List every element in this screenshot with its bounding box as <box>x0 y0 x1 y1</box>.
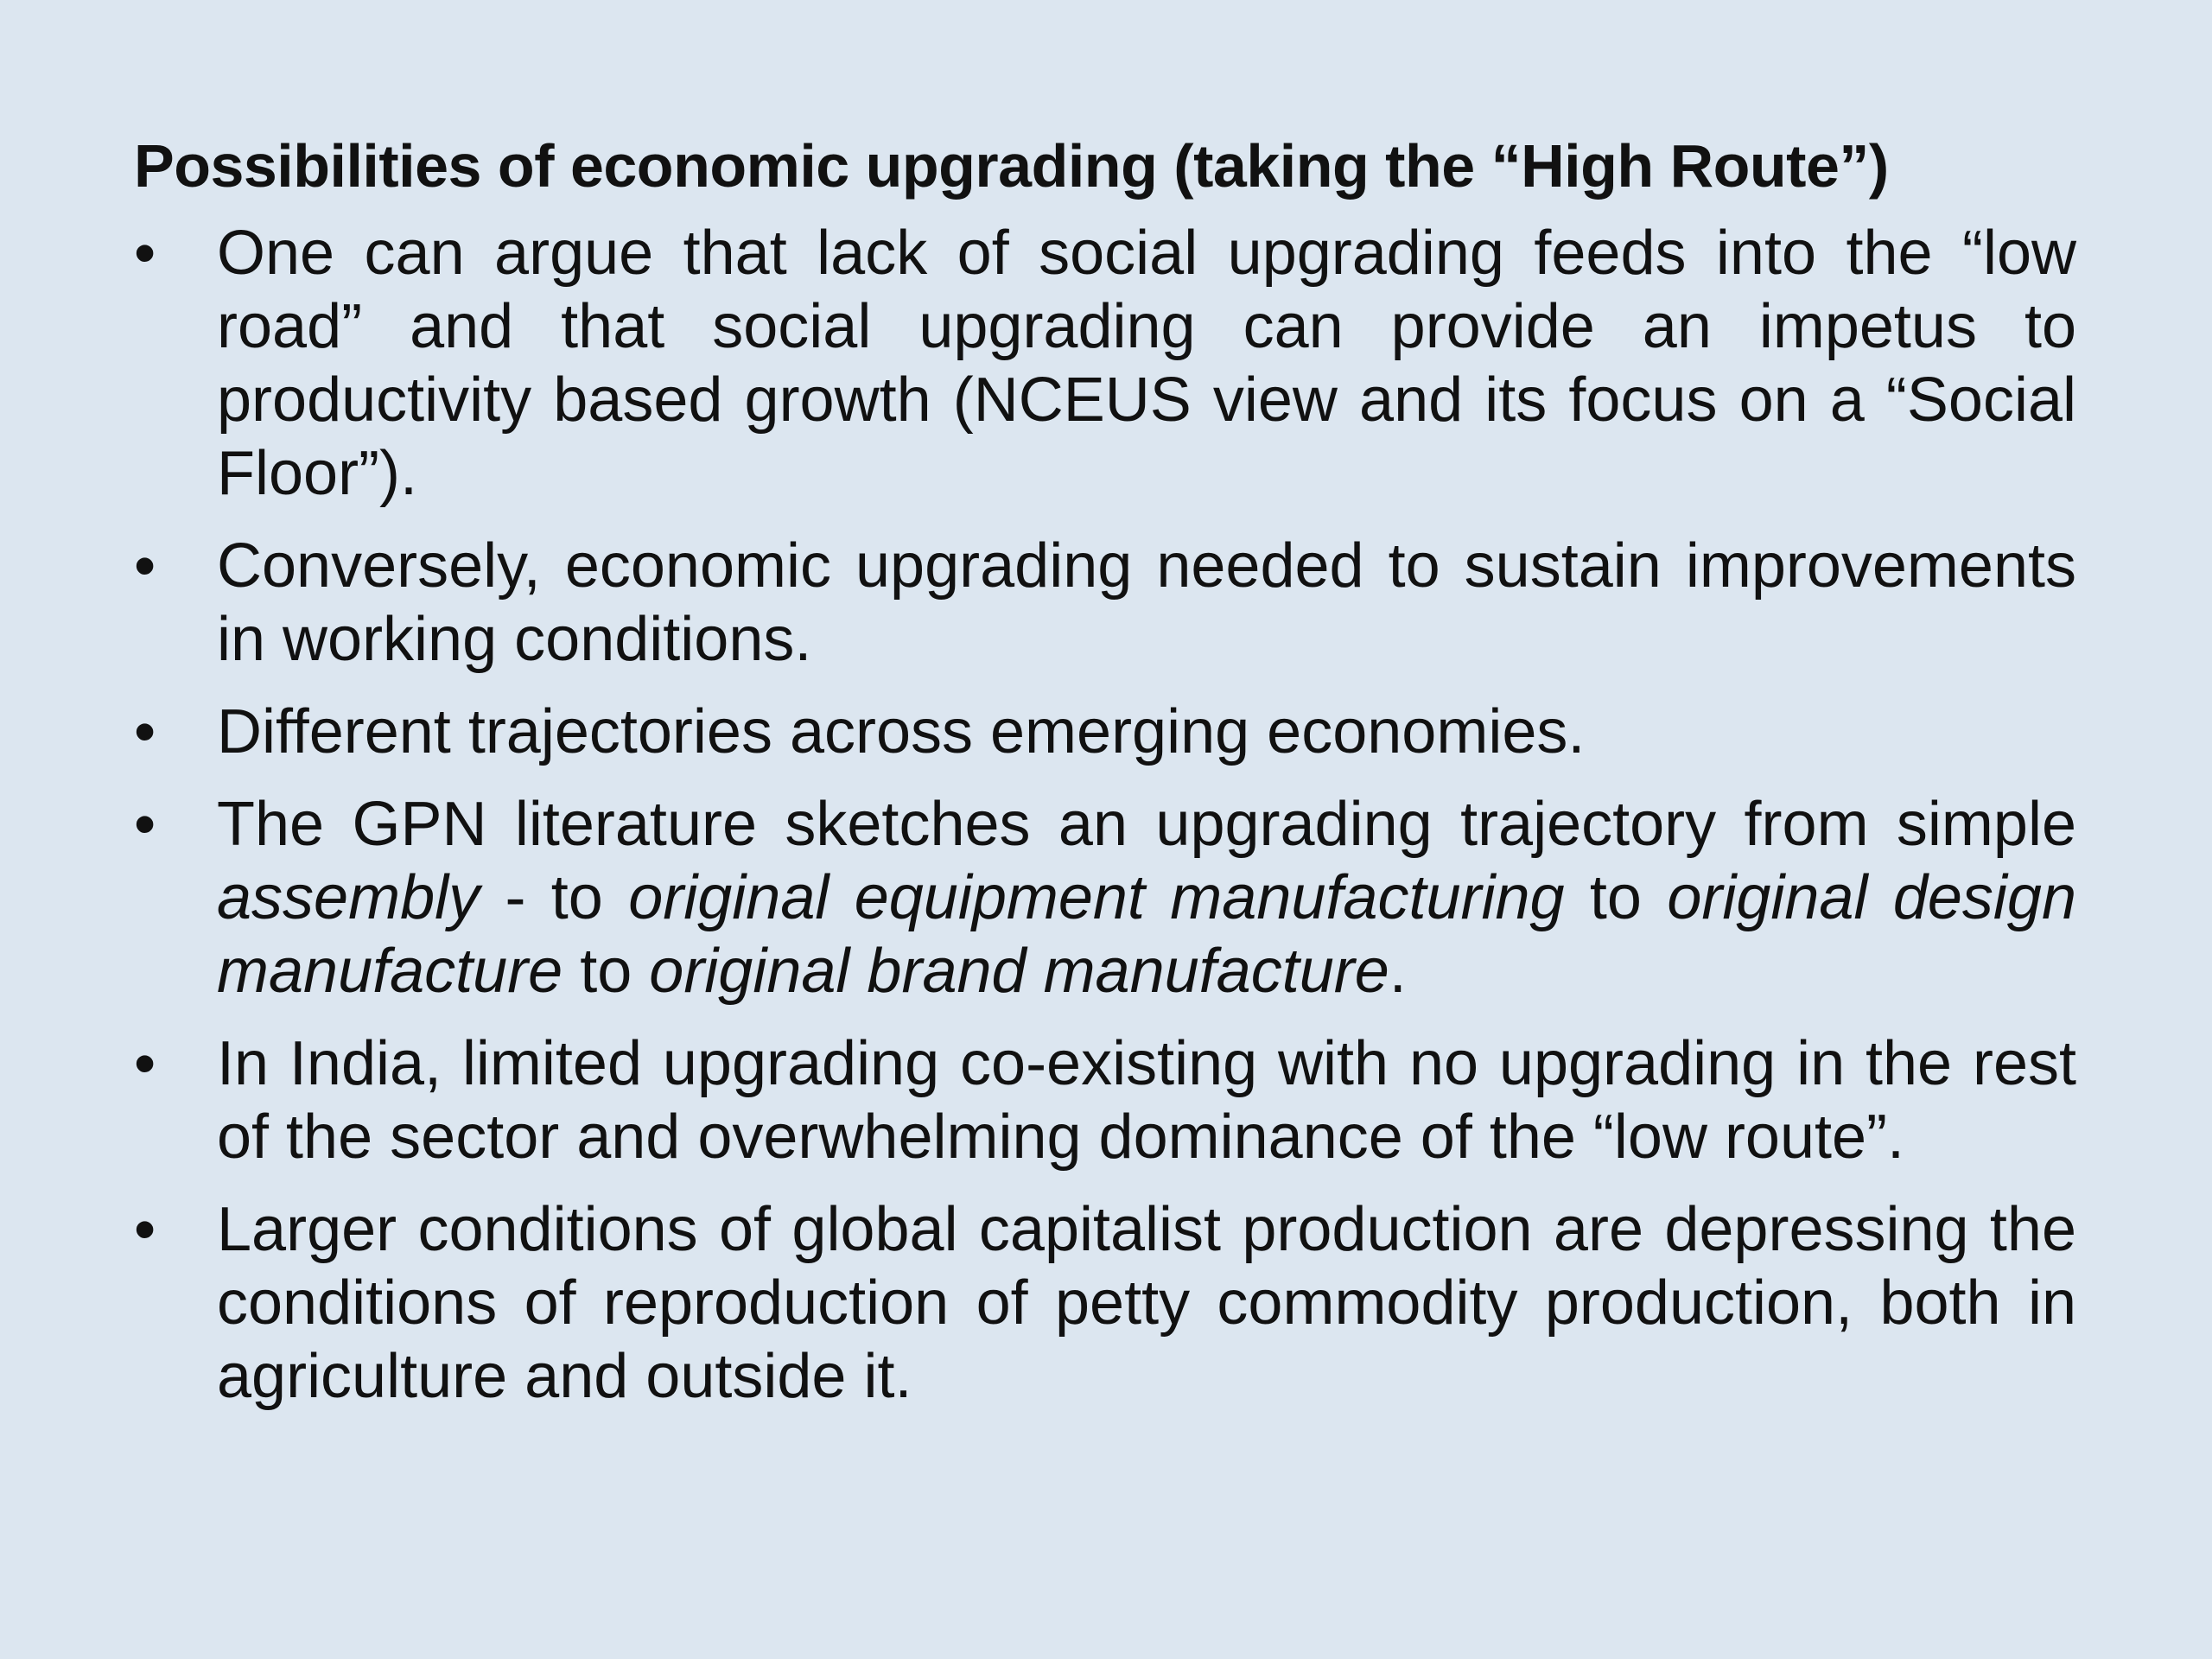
text-segment: to <box>1564 863 1668 933</box>
bullet-dot-icon: • <box>134 790 156 860</box>
text-segment: The GPN literature sketches an upgrading trajectory from simple <box>217 790 2076 860</box>
bullet-item <box>134 788 2076 1008</box>
text-segment: - to <box>480 863 629 933</box>
bullet-dot-icon: • <box>134 531 156 601</box>
italic-term-obm: original brand manufacture <box>649 937 1389 1007</box>
italic-term-oem: original equipment manufacturing <box>628 863 1565 933</box>
bullet-text: Larger conditions of global capitalist production are depressing the conditions of reproduction of petty commodity production, both in agriculture and outside it. <box>217 1195 2076 1412</box>
bullet-item <box>134 530 2076 677</box>
text-segment: to <box>563 937 650 1007</box>
bullet-item <box>134 696 2076 769</box>
bullet-dot-icon: • <box>134 697 156 767</box>
slide-title: Possibilities of economic upgrading (taking the “High Route”) <box>134 132 1889 200</box>
bullet-item <box>134 1027 2076 1174</box>
italic-term-odm: original design manufacture <box>217 863 2076 1007</box>
bullet-dot-icon: • <box>134 1029 156 1099</box>
bullet-item <box>134 217 2076 511</box>
bullet-text: One can argue that lack of social upgrading feeds into the “low road” and that social upgrading can provide an impetus to productivity based growth (NCEUS view and its focus on a “Social Floor”). <box>217 219 2076 509</box>
text-segment: . <box>1389 937 1407 1007</box>
bullet-text: Conversely, economic upgrading needed to sustain improvements in working conditions. <box>217 531 2076 675</box>
bullet-text: Different trajectories across emerging economies. <box>217 697 1586 767</box>
bullet-dot-icon: • <box>134 1195 156 1265</box>
bullet-text <box>217 790 2076 1006</box>
italic-term-assembly: assembly <box>217 863 480 933</box>
bullet-text: In India, limited upgrading co-existing with no upgrading in the rest of the sector and overwhelming dominance of the “low route”. <box>217 1029 2076 1173</box>
bullet-list <box>134 217 2076 1414</box>
bullet-dot-icon: • <box>134 219 156 289</box>
bullet-item <box>134 1193 2076 1414</box>
